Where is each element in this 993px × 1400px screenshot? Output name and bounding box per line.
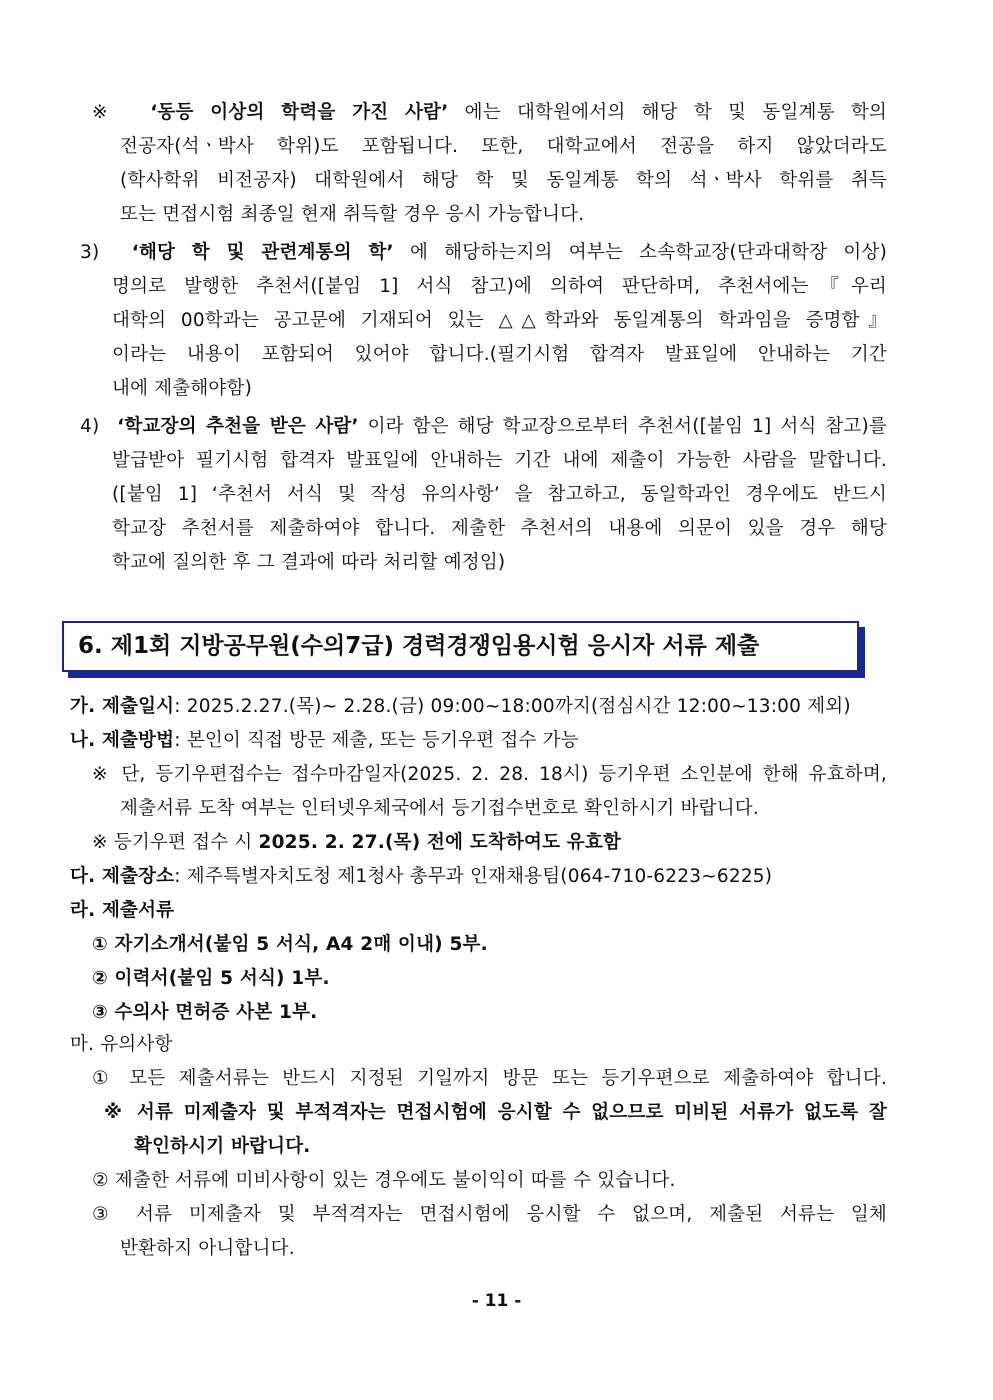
submit-method-note1-line-1: ※ 단, 등기우편접수는 접수마감일자(2025. 2. 28. 18시) 등기우편 소인분에 한해 유효하며, xyxy=(92,764,887,785)
page-number: - 11 - xyxy=(471,1291,522,1311)
note-top-line-3: (학사학위 비전공자) 대학원에서 해당 학 및 동일계통 학의 석ㆍ박사 학위를 취득 xyxy=(120,170,887,191)
submit-docs-item: ② 이력서(붙임 5 서식) 1부. xyxy=(92,968,330,989)
submit-place-label: 다. 제출장소 xyxy=(70,866,175,887)
item4-line-1 xyxy=(80,414,887,440)
item4-number: 4) xyxy=(80,416,100,437)
submit-place-row xyxy=(70,864,772,890)
caution-note-line-1: ※ 서류 미제출자 및 부적격자는 면접시험에 응시할 수 없으므로 미비된 서류가 없도록 잘 xyxy=(104,1102,887,1123)
item3-line-2: 명의로 발행한 추천서([붙임 1] 서식 참고)에 의하여 판단하며, 추천서에는『우리 xyxy=(112,276,887,297)
submit-place-value: : 제주특별자치도청 제1청사 총무과 인재채용팀(064-710-6223~6225) xyxy=(174,866,773,887)
item4-line-3: ([붙임 1] ‘추천서 서식 및 작성 유의사항’ 을 참고하고, 동일학과인 경우에도 반드시 xyxy=(112,484,887,505)
section-heading: 6. 제1회 지방공무원(수의7급) 경력경쟁임용시험 응시자 서류 제출 xyxy=(78,633,760,659)
caution-2: ② 제출한 서류에 미비사항이 있는 경우에도 불이익이 따를 수 있습니다. xyxy=(92,1170,676,1191)
item4-line-4: 학교장 추천서를 제출하여야 합니다. 제출한 추천서의 내용에 의문이 있을 경우 해당 xyxy=(112,518,887,539)
note-top-line-4: 또는 면접시험 최종일 현재 취득할 경우 응시 가능합니다. xyxy=(120,204,585,225)
submit-date-label: 가. 제출일시 xyxy=(70,696,175,717)
submit-method-note1-line-2: 제출서류 도착 여부는 인터넷우체국에서 등기접수번호로 확인하시기 바랍니다. xyxy=(120,798,759,819)
item4-rest: 이라 함은 해당 학교장으로부터 추천서([붙임 1] 서식 참고)를 xyxy=(358,416,887,437)
item3-line-1 xyxy=(80,240,887,266)
item3-line-3: 대학의 00학과는 공고문에 기재되어 있는 △△학과와 동일계통의 학과임을 증명함』 xyxy=(112,310,887,331)
cautions-label: 마. 유의사항 xyxy=(70,1034,173,1055)
section-heading-box xyxy=(62,621,859,672)
note-top-line-2: 전공자(석ㆍ박사 학위)도 포함됩니다. 또한, 대학교에서 전공을 하지 않았더라도 xyxy=(120,136,887,157)
item3-rest: 에 해당하는지의 여부는 소속학교장(단과대학장 이상) xyxy=(393,242,887,263)
submit-method-label: 나. 제출방법 xyxy=(70,730,175,751)
note-mark: ※ xyxy=(92,102,118,123)
submit-method-value: : 본인이 직접 방문 제출, 또는 등기우편 접수 가능 xyxy=(174,730,579,751)
caution-note-line-2: 확인하시기 바랍니다. xyxy=(134,1136,311,1157)
item4-line-2: 발급받아 필기시험 합격자 발표일에 안내하는 기간 내에 제출이 가능한 사람을 말합니다. xyxy=(112,450,887,471)
item3-line-5: 내에 제출해야함) xyxy=(112,378,252,399)
submit-docs-item: ③ 수의사 면허증 사본 1부. xyxy=(92,1002,318,1023)
note-top-bold: ‘동등 이상의 학력을 가진 사람’ xyxy=(150,102,449,123)
note-top-rest: 에는 대학원에서의 해당 학 및 동일계통 학의 xyxy=(448,102,888,123)
caution-3-line-1: ③ 서류 미제출자 및 부적격자는 면접시험에 응시할 수 없으며, 제출된 서류는 일체 xyxy=(92,1204,887,1225)
item3-line-4: 이라는 내용이 포함되어 있어야 합니다.(필기시험 합격자 발표일에 안내하는 기간 xyxy=(112,344,887,365)
caution-1: ① 모든 제출서류는 반드시 지정된 기일까지 방문 또는 등기우편으로 제출하여야 합니다. xyxy=(92,1068,887,1089)
item4-bold: ‘학교장의 추천을 받은 사람’ xyxy=(117,416,359,437)
note-top-line-1 xyxy=(92,100,887,126)
caution-3-line-2: 반환하지 아니합니다. xyxy=(120,1238,295,1259)
item3-bold: ‘해당 학 및 관련계통의 학’ xyxy=(131,242,394,263)
submit-date-value: : 2025.2.27.(목)~ 2.28.(금) 09:00~18:00까지(점심시간 12:00~13:00 제외) xyxy=(174,696,851,717)
submit-docs-item: ① 자기소개서(붙임 5 서식, A4 2매 이내) 5부. xyxy=(92,934,488,955)
submit-method-note2-bold: 2025. 2. 27.(목) 전에 도착하여도 유효함 xyxy=(258,832,622,853)
submit-method-row xyxy=(70,728,579,754)
submit-docs-label: 라. 제출서류 xyxy=(70,900,175,921)
submit-method-note2-plain: ※ 등기우편 접수 시 xyxy=(92,832,259,853)
submit-method-note2 xyxy=(92,830,621,856)
item4-line-5: 학교에 질의한 후 그 결과에 따라 처리할 예정임) xyxy=(112,552,506,573)
item3-number: 3) xyxy=(80,242,100,263)
submit-date-row xyxy=(70,694,851,720)
